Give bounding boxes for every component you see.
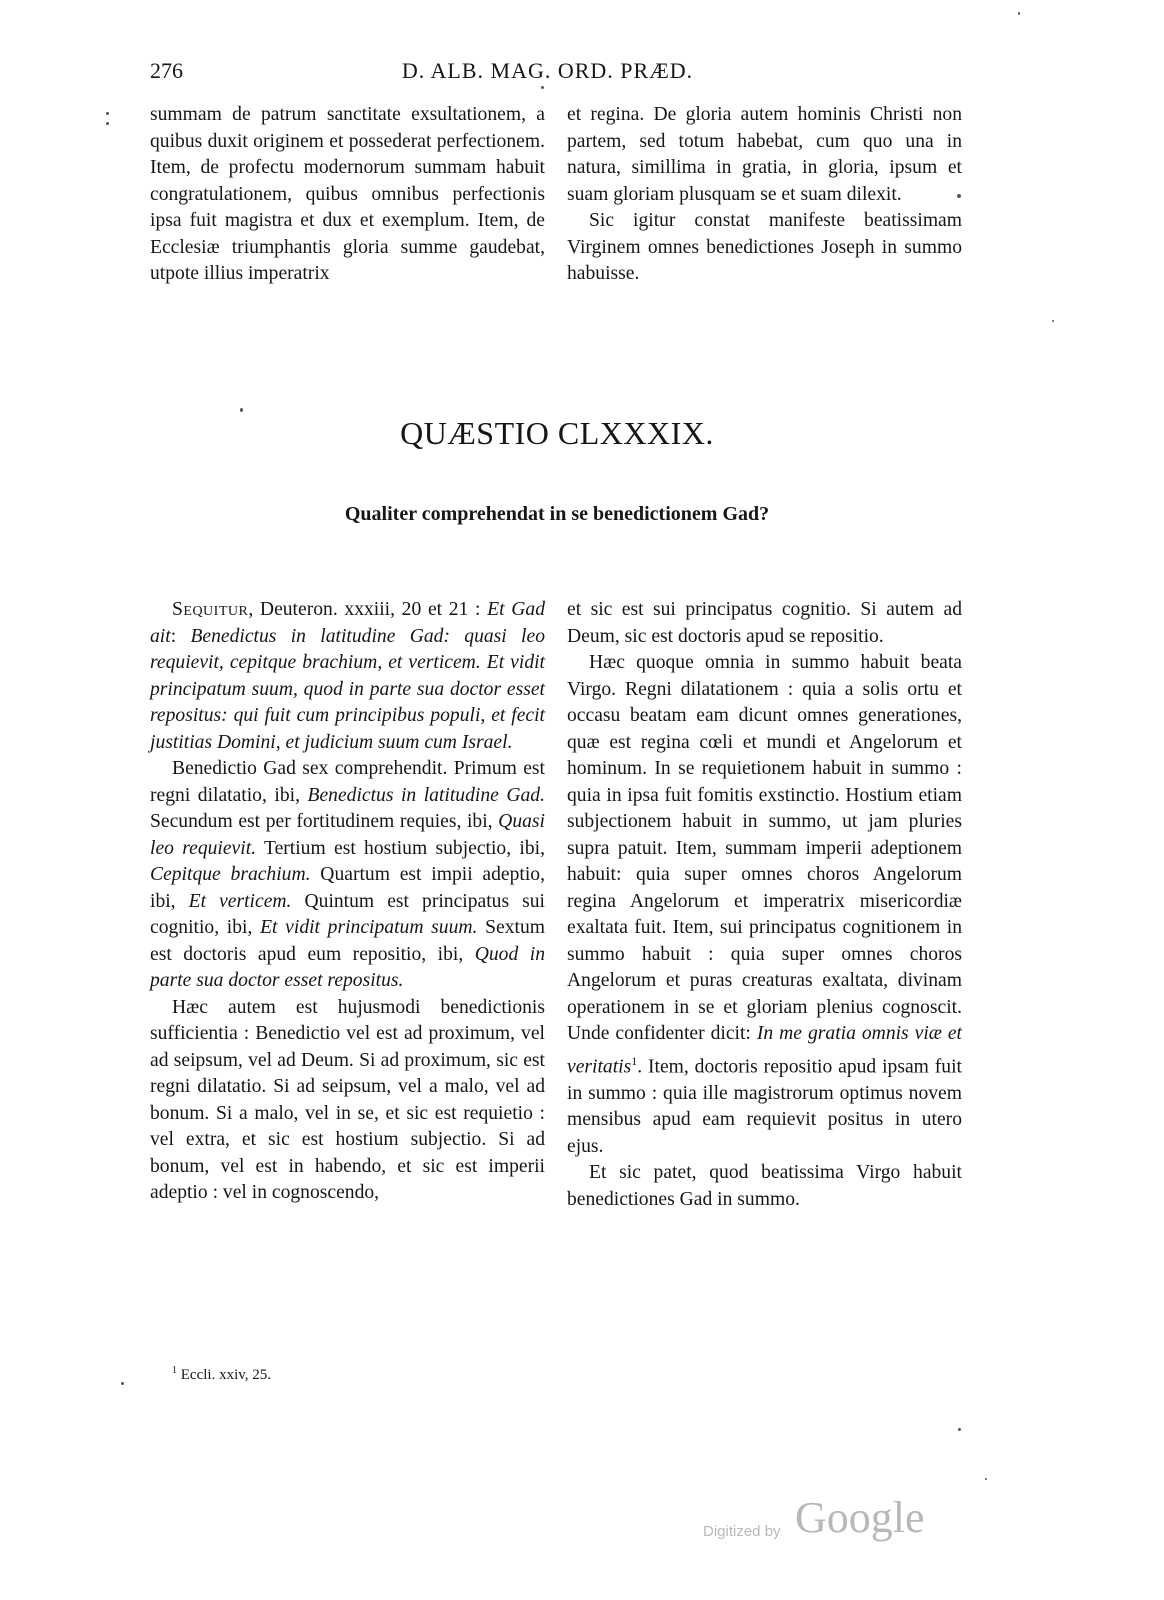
text: Quartum est impii adeptio, ibi,	[150, 864, 546, 912]
text: Hæc quoque omnia in summo habuit beata Virgo. Regni dilatationem : quia a solis ortu et occasu beatam eam dicunt omnes generationes, quæ est regina cœli et mundi et Angelorum et hominum. In se requietionem habuit in summo : quia in ipsa fuit fomitis exstinctio. Hostium etiam subjectionem habuit in summo, ut jam pluries supra patuit. Item, summam imperii adeptionem habuit: quia super omnes choros Angelorum regina Angelorum et imperatrix misericordiæ exaltata fuit. Item, sui principatus cognitionem in summo habuit : quia super omnes choros Angelorum et puras creaturas exaltata, divinam operationem in se et gloriam plenius cognoscit. Unde confidenter dicit:	[567, 652, 962, 1044]
digitized-by-google-watermark	[703, 1492, 938, 1548]
footnote	[172, 1365, 271, 1384]
question-subtitle: Qualiter comprehendat in se benedictionem Gad?	[344, 503, 770, 525]
small-caps-lead: Sequitur	[172, 599, 249, 620]
quotation: Quod in parte sua doctor esset repositus.	[150, 943, 545, 991]
scan-speck	[957, 194, 961, 198]
paragraph: et regina. De gloria autem hominis Christi non partem, sed totum habebat, cum quo una in natura, simillima in gratia, in gloria, ipsum et suam gloriam plusquam se et suam dilexit.	[567, 104, 962, 205]
footnote-text: Eccli. xxiv, 25.	[177, 1367, 272, 1383]
question-title: QUÆSTIO CLXXXIX.	[400, 415, 714, 451]
quotation: Quasi leo requievit.	[150, 811, 545, 859]
top-right-column	[567, 102, 962, 288]
footnote-mark: 1	[172, 1365, 177, 1376]
footnote-reference: 1	[631, 1053, 638, 1068]
scripture-reference: , Deuteron. xxxiii, 20 et 21 :	[248, 599, 488, 620]
quotation: Et vidit principatum suum.	[260, 917, 478, 938]
scan-speck	[106, 122, 109, 125]
quotation: Et verticem.	[188, 890, 292, 912]
right-column	[567, 597, 962, 1213]
scan-speck	[240, 408, 243, 412]
watermark-prefix: Digitized by	[703, 1523, 781, 1540]
paragraph: Et sic patet, quod beatissima Virgo habuit benedictiones Gad in summo.	[567, 1162, 962, 1210]
paragraph: et sic est sui principatus cognitio. Si autem ad Deum, sic est doctoris apud se repositio.	[567, 599, 962, 647]
scan-speck	[958, 1428, 961, 1431]
paragraph: Hæc autem est hujusmodi benedictionis sufficientia : Benedictio vel est ad proximum, vel ad seipsum, vel ad Deum. Si ad proximum, sic est regni dilatatio. Si ad seipsum, vel a malo, vel ad bonum. Si a malo, vel in se, et sic est requietio : vel extra, et sic est hostium subjectio. Si ad bonum, vel est in habendo, et sic est imperii adeptio : vel in cognoscendo,	[150, 996, 545, 1203]
quotation: Benedictus in latitudine Gad.	[307, 784, 545, 806]
quotation: Et Gad ait	[150, 599, 545, 647]
scan-speck	[1052, 320, 1054, 322]
top-left-column	[150, 102, 545, 288]
text: Secundum est per fortitudinem requies, ibi,	[150, 811, 499, 832]
scan-speck	[121, 1382, 124, 1385]
text: Tertium est hostium subjectio, ibi,	[256, 837, 545, 859]
running-head: D. ALB. MAG. ORD. PRÆD.	[401, 58, 694, 83]
paragraph: Sic igitur constat manifeste beatissimam Virginem omnes benedictiones Joseph in summo habuisse.	[567, 210, 962, 284]
scan-speck	[985, 1478, 987, 1480]
page-number: 276	[150, 58, 183, 83]
quotation: Benedictus in latitudine Gad: quasi leo requievit, cepitque brachium, et verticem. Et vidit principatum suum, quod in parte sua doctor esset repositus: qui fuit cum principibus populi, et fecit justitias Domini, et judicium suum cum Israel.	[150, 625, 545, 753]
paragraph	[150, 597, 545, 756]
scan-speck	[541, 86, 544, 89]
left-column	[150, 597, 545, 1207]
separator: :	[170, 625, 191, 647]
google-logo: Google	[795, 1493, 925, 1542]
scan-speck	[106, 112, 109, 115]
page-header	[150, 58, 945, 94]
paragraph: summam de patrum sanctitate exsultationem, a quibus duxit originem et possederat perfectionem. Item, de profectu modernorum summam habuit congratulationem, quibus omnibus perfectionis ipsa fuit magistra et dux et exemplum. Item, de Ecclesiæ triumphantis gloria summe gaudebat, utpote illius imperatrix	[150, 104, 545, 284]
text: Quintum est principatus sui cognitio, ibi,	[150, 890, 545, 938]
quotation: Cepitque brachium.	[150, 864, 311, 885]
text: . Item, doctoris repositio apud ipsam fuit in summo : quia ille magistrorum optimus novem mensibus apud eam requievit positus in utero ejus.	[567, 1056, 962, 1157]
scan-speck	[1018, 12, 1020, 15]
text: Sextum est doctoris apud eum repositio, ibi,	[150, 917, 545, 965]
paragraph	[567, 650, 962, 1160]
quotation: In me gratia omnis viæ et veritatis	[567, 1023, 962, 1078]
text: Benedictio Gad sex comprehendit. Primum est regni dilatatio, ibi,	[150, 758, 545, 806]
paragraph	[150, 756, 545, 995]
